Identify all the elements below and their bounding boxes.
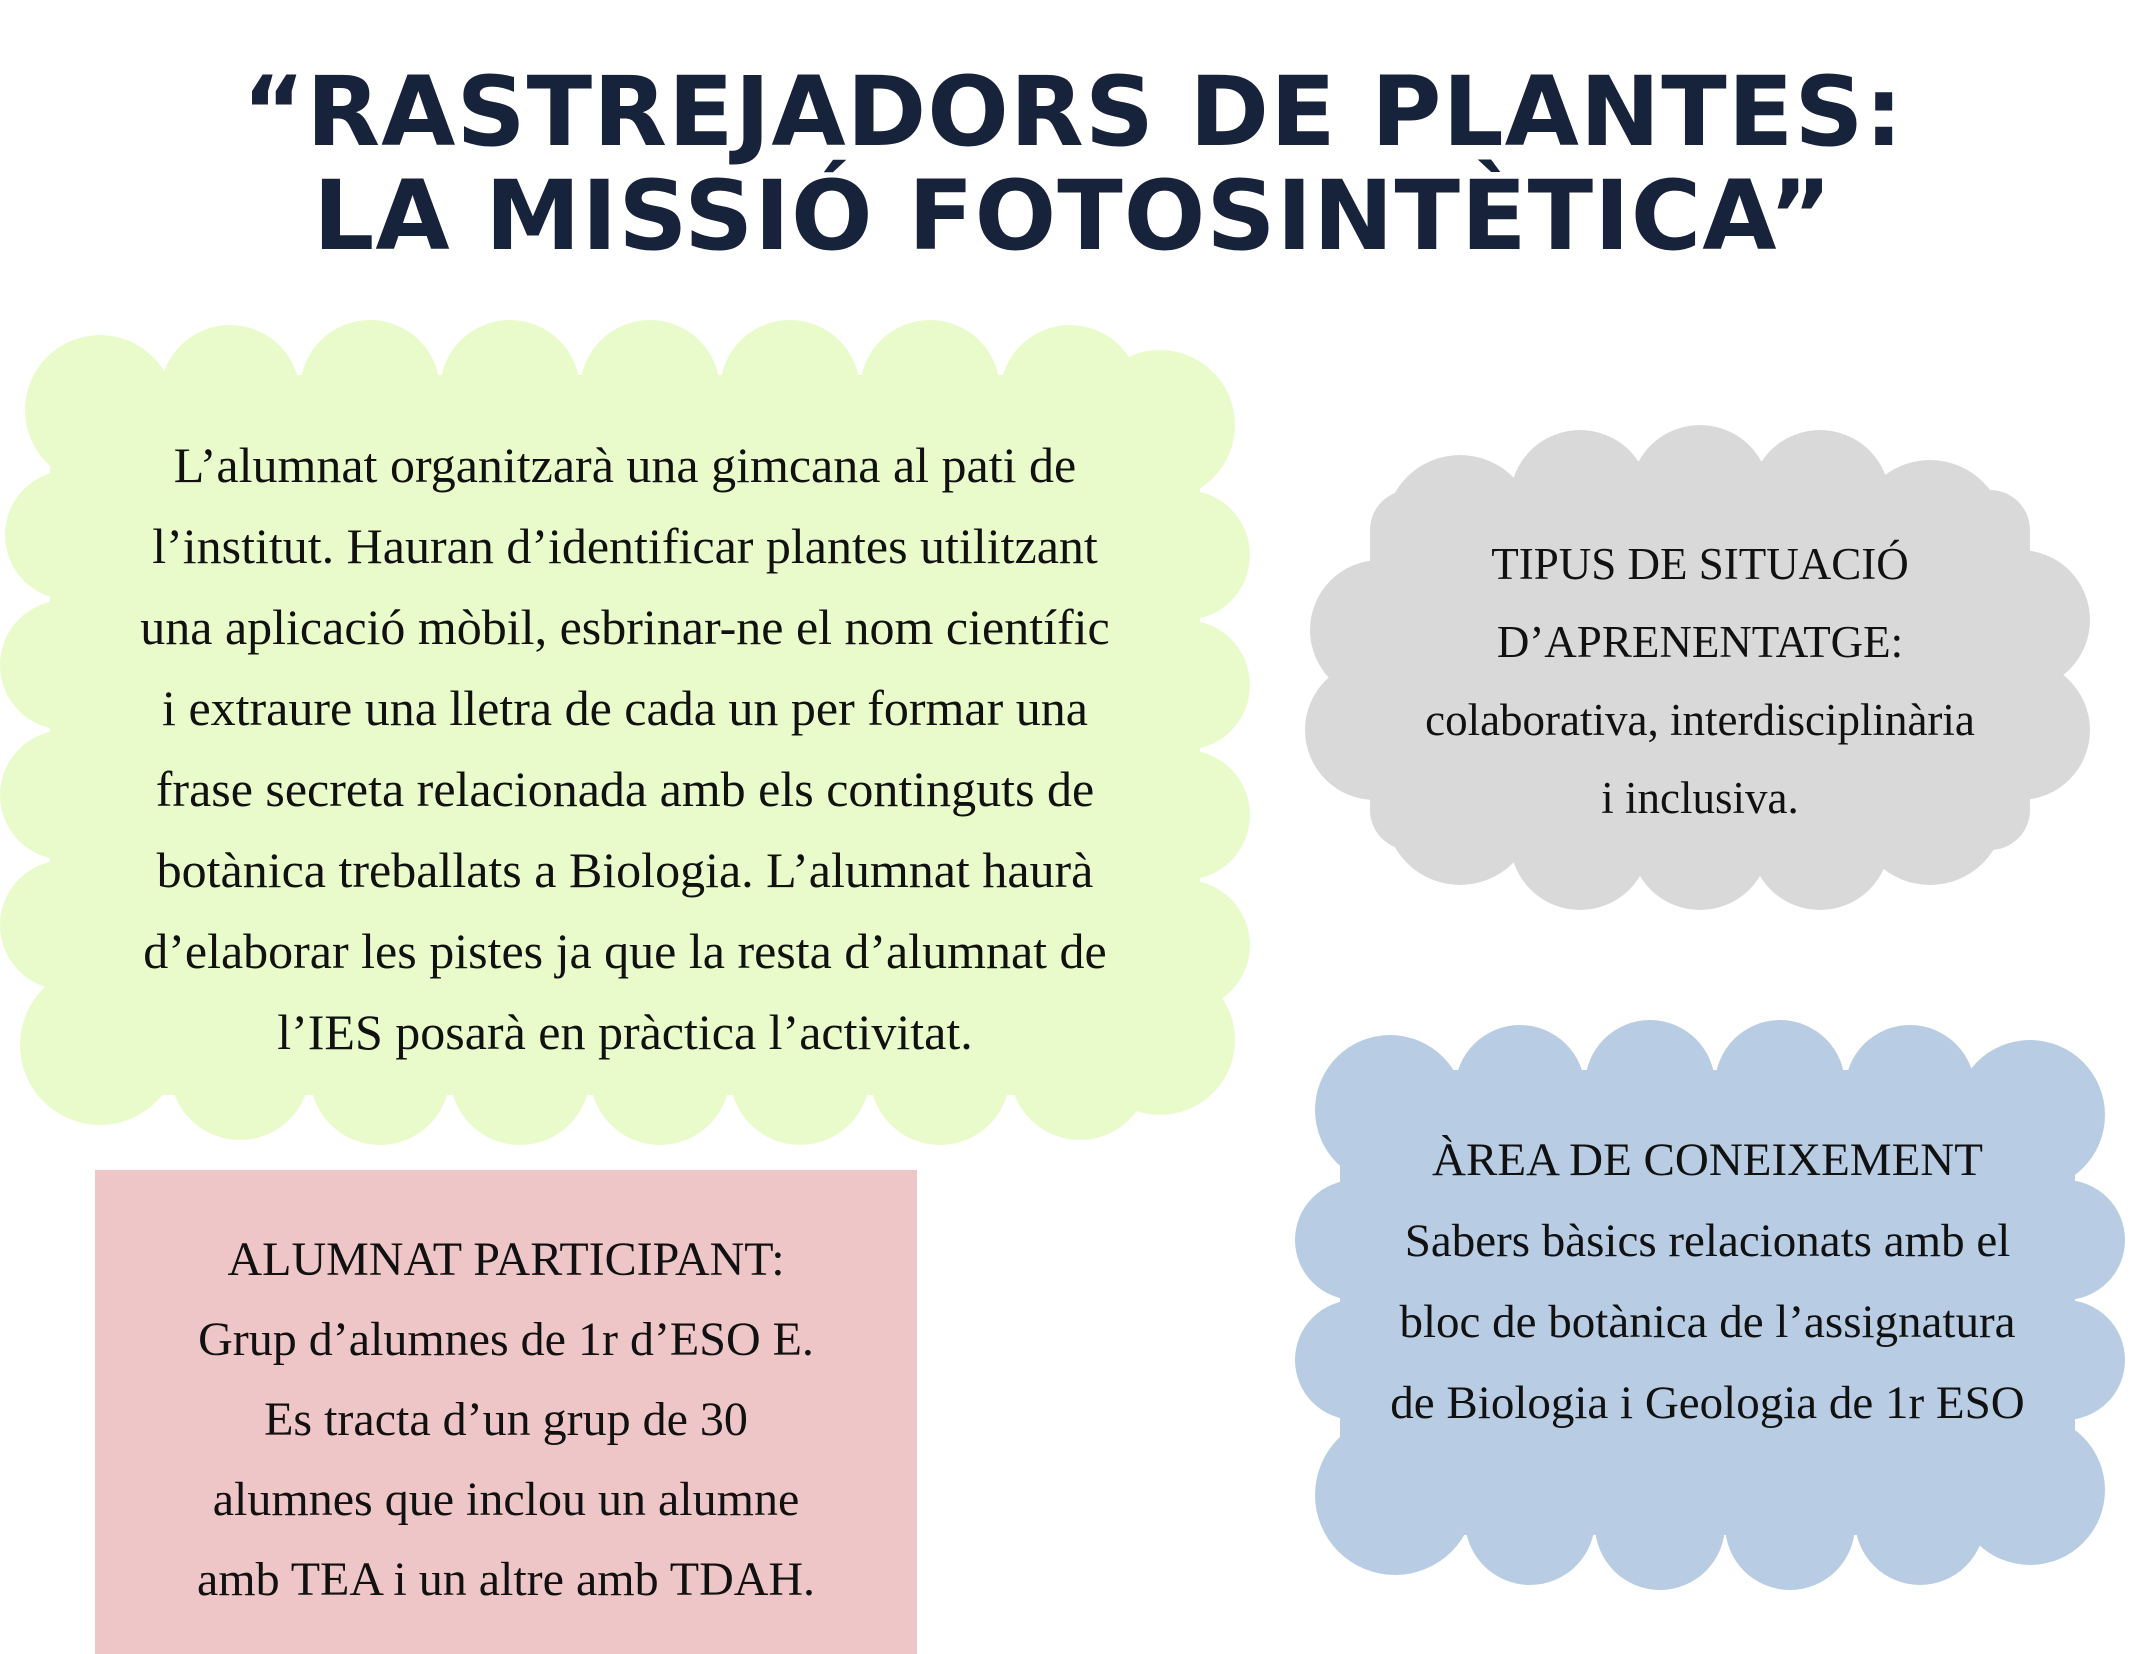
description-line: frase secreta relacionada amb els continguts de <box>155 761 1095 817</box>
knowledge-area-cloud <box>1300 1030 2115 1575</box>
knowledge-area-line: Sabers bàsics relacionats amb el <box>1404 1215 2011 1267</box>
participants-text <box>95 1220 917 1620</box>
knowledge-area-line: ÀREA DE CONEIXEMENT <box>1432 1134 1983 1186</box>
situation-type-cloud <box>1310 430 2090 910</box>
participants-line: Es tracta d’un grup de 30 <box>264 1393 748 1446</box>
knowledge-area-line: de Biologia i Geologia de 1r ESO <box>1390 1377 2025 1429</box>
description-text <box>10 425 1240 1073</box>
knowledge-area-line: bloc de botànica de l’assignatura <box>1399 1296 2016 1348</box>
description-cloud <box>10 335 1240 1135</box>
situation-type-line: D’APRENENTATGE: <box>1496 617 1904 667</box>
page-title <box>0 56 2146 272</box>
situation-type-text <box>1310 525 2090 837</box>
participants-line: amb TEA i un altre amb TDAH. <box>196 1553 816 1606</box>
participants-line: Grup d’alumnes de 1r d’ESO E. <box>198 1313 814 1366</box>
description-line: botànica treballats a Biologia. L’alumnat haurà <box>156 842 1094 898</box>
description-line: una aplicació mòbil, esbrinar-ne el nom científic <box>140 599 1110 655</box>
situation-type-line: TIPUS DE SITUACIÓ <box>1491 539 1909 589</box>
situation-type-line: colaborativa, interdisciplinària <box>1425 695 1975 745</box>
page-title-line-1: “RASTREJADORS DE PLANTES: <box>242 56 1904 168</box>
participants-line: ALUMNAT PARTICIPANT: <box>227 1233 785 1286</box>
description-line: l’IES posarà en pràctica l’activitat. <box>277 1004 973 1060</box>
situation-type-line: i inclusiva. <box>1601 773 1799 823</box>
description-line: l’institut. Hauran d’identificar plantes utilitzant <box>152 518 1098 574</box>
page-title-line-2: LA MISSIÓ FOTOSINTÈTICA” <box>313 160 1833 272</box>
participants-line: alumnes que inclou un alumne <box>212 1473 800 1526</box>
description-line: i extraure una lletra de cada un per formar una <box>162 680 1088 736</box>
participants-box <box>95 1170 917 1654</box>
description-line: d’elaborar les pistes ja que la resta d’alumnat de <box>143 923 1107 979</box>
knowledge-area-text <box>1300 1120 2115 1444</box>
description-line: L’alumnat organitzarà una gimcana al pati de <box>173 437 1077 493</box>
